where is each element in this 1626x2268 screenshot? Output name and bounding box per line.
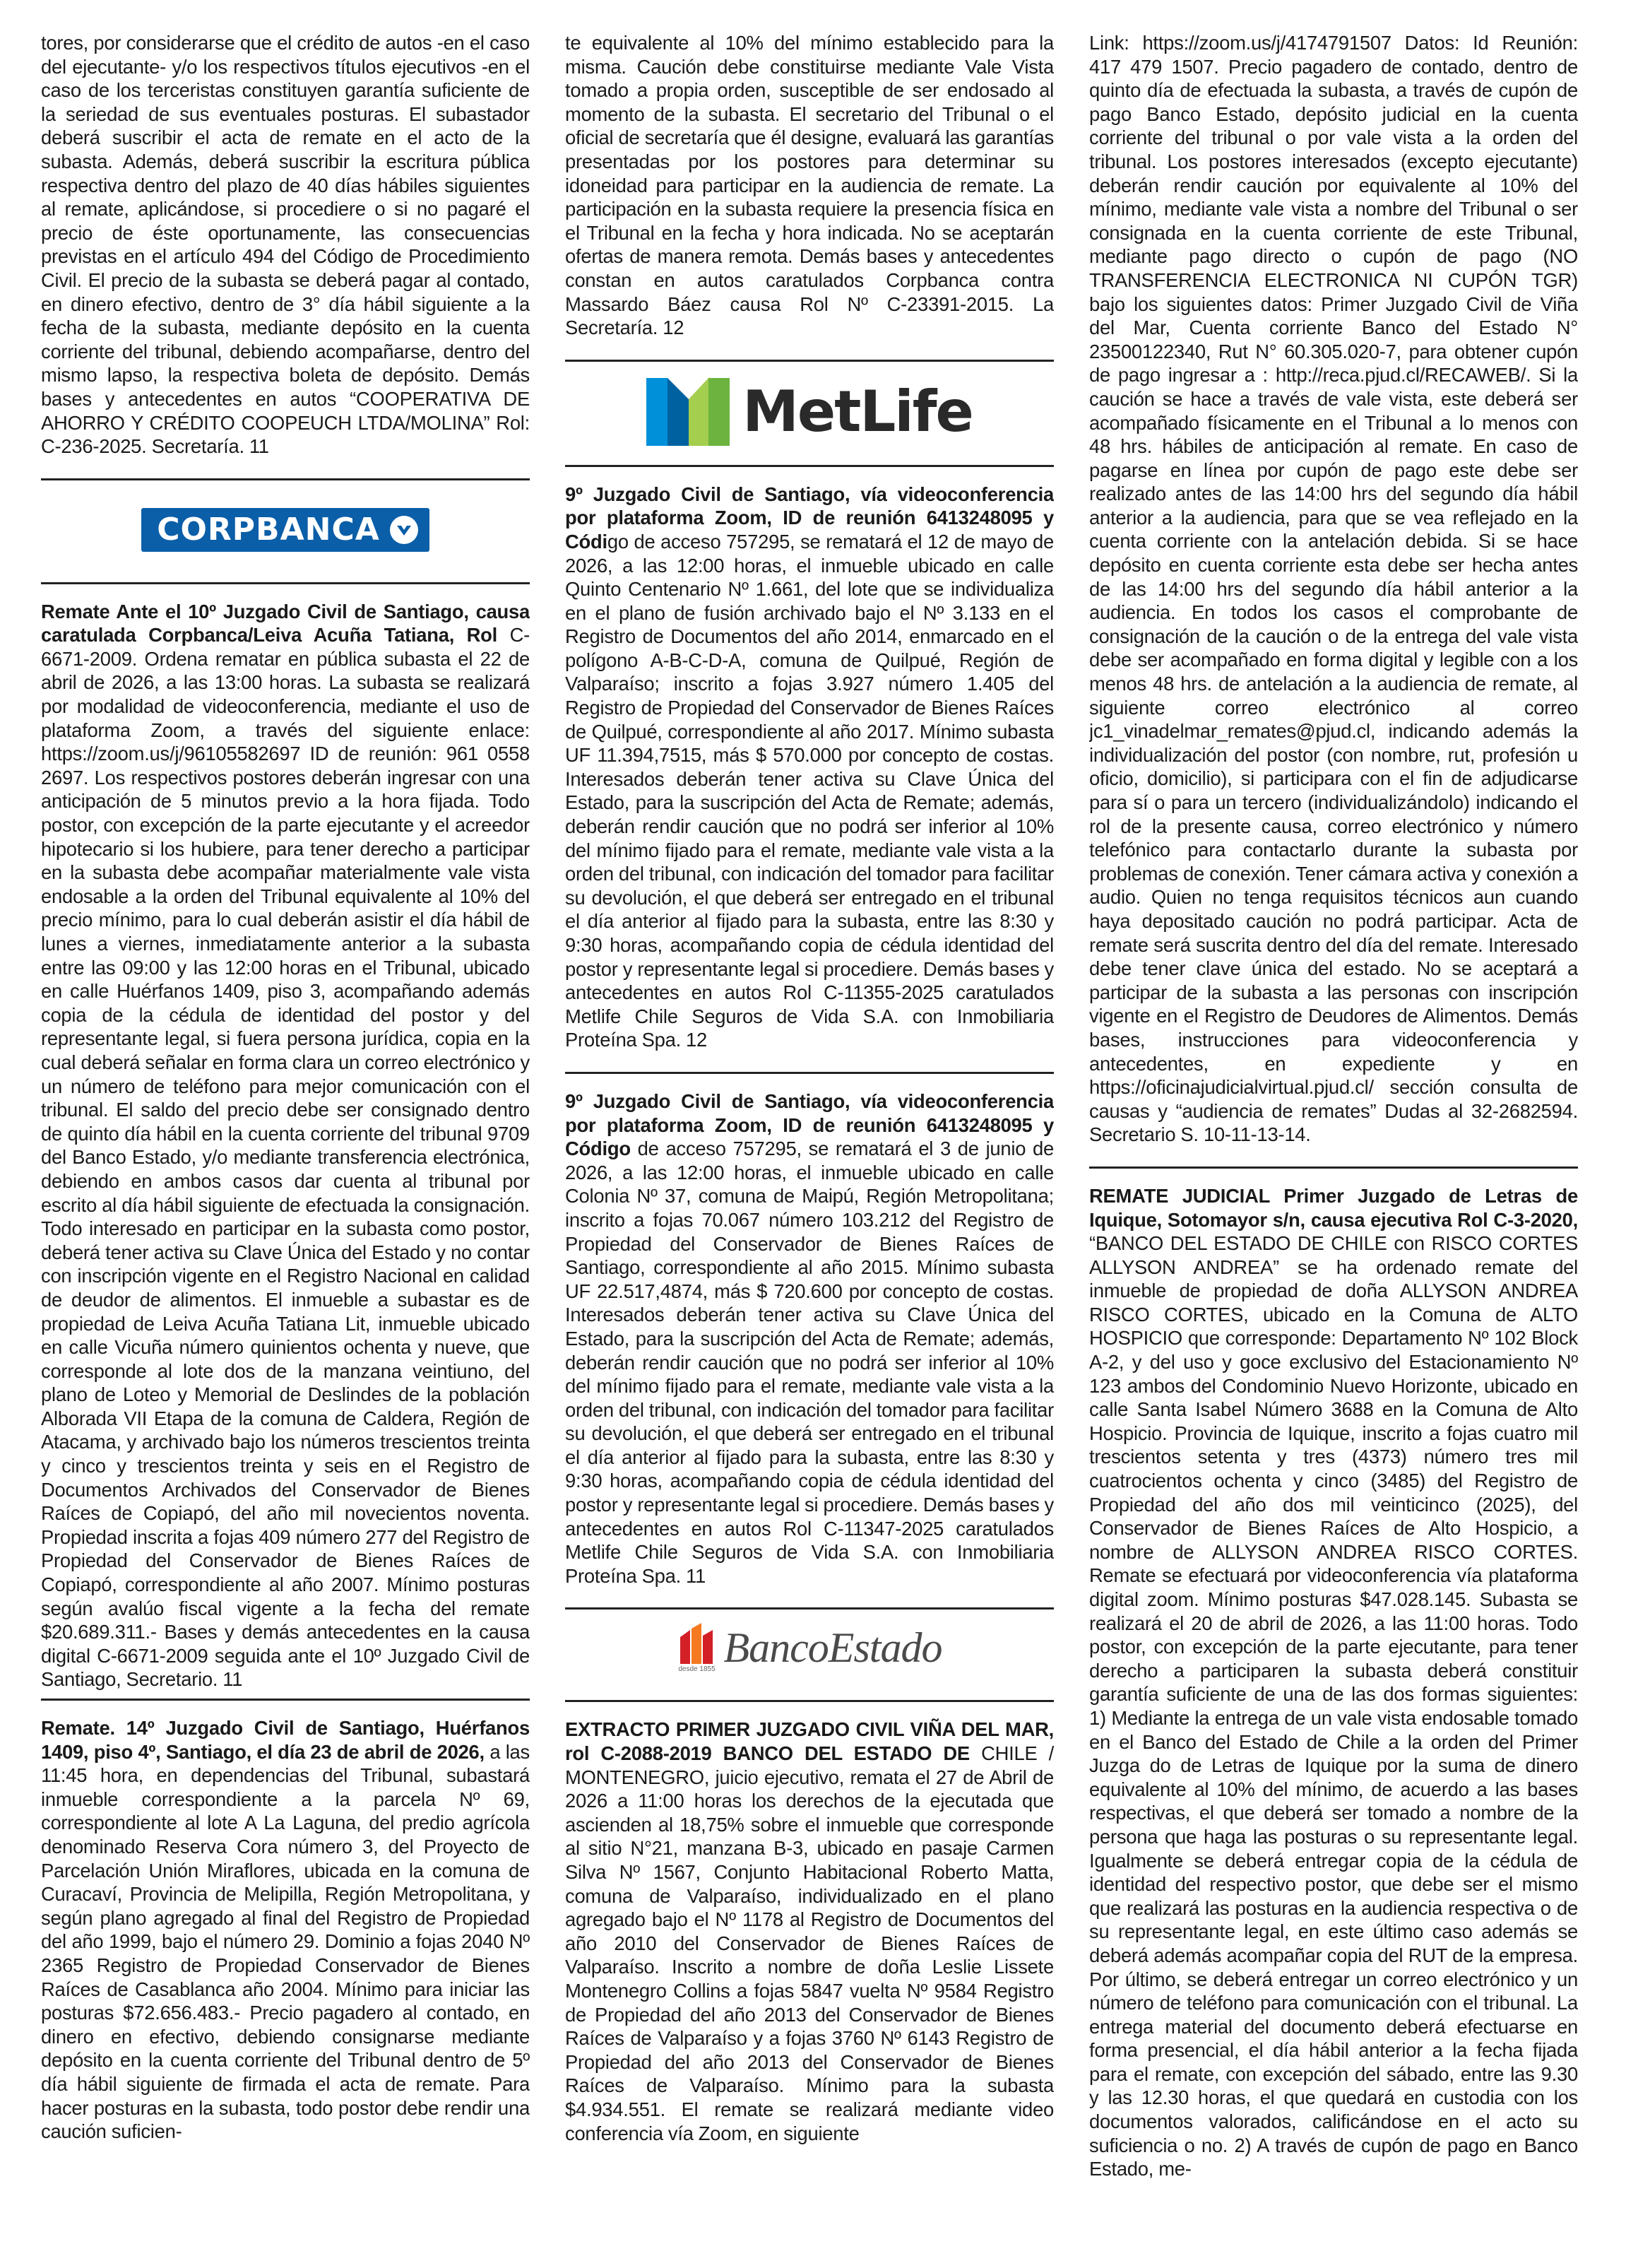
divider bbox=[1089, 1167, 1578, 1169]
bancoestado-mark-icon bbox=[677, 1623, 717, 1673]
notice-continued: Link: https://zoom.us/j/4174791507 Datos: Id Reunión: 417 479 1507. Precio pagadero de contado, dentro de quinto día de efectuada la subasta, a través de cupón de pago Banco Estado, depósito judicial en la cuenta corriente del tribunal o por vale vista a la orden del tribunal. Los postores interesados (excepto ejecutante) deberán rendir caución por equivalente al 10% del mínimo, mediante vale vista a nombre del Tribunal o ser consignada en la cuenta corriente de este Tribunal, mediante pago directo o cupón de pago (NO TRANSFERENCIA ELECTRONICA NI CUPÓN TGR) bajo los siguientes datos: Primer Juzgado Civil de Viña del Mar, Cuenta corriente Banco del Estado N° 23500122340, Rut N° 60.305.020-7, para obtener cupón de pago ingresar a : http://reca.pjud.cl/RECAWEB/. Si la caución se hace a través de vale vista, este deberá ser acompañado físicamente en el Tribunal a lo menos con 48 hrs. hábiles de anticipación al remate. En caso de pagarse en línea por cupón de pago este debe ser realizado antes de las 14:00 hrs del segundo día hábil anterior a la audiencia, para que se vea reflejado en la cuenta corriente con la antelación debida. Si se hace depósito en cuenta corriente esta debe ser hecha antes de las 14:00 hrs del segundo día hábil anterior a la audiencia. En todos los casos el comprobante de consignación de la caución o de la entrega del vale vista debe ser acompañado en forma digital y legible con a los menos 48 hrs. de antelación a la audiencia de remate, al siguiente correo electrónico al correo jc1_vinadelmar_remates@pjud.cl, indicando además la individualización del postor (con nombre, rut, profesión u oficio, domicilio), si participara con el fin de adjudicarse para sí o para un tercero (individualizándolo) indicando el rol de la presente causa, correo electrónico y número telefónico para contactarlo durante la subasta por problemas de conexión. Tener cámara activa y conexión a audio. Quien no tenga requisitos técnicos aun cuando haya depositado caución no podrá participar. Acta de remate será suscrita dentro del día del remate. Interesado debe tener clave única del estado. No se aceptará a participar de la subasta a las personas con inscripción vigente en el Registro de Deudores de Alimentos. Demás bases, instrucciones para videoconferencia y antecedentes, en expediente y en https://oficinajudicialvirtual.pjud.cl/ sección consulta de causas y “audiencia de remates” Dudas al 32-2682594. Secretario S. 10-11-13-14. bbox=[1089, 32, 1578, 1146]
bancoestado-logo bbox=[565, 1614, 1054, 1682]
divider bbox=[41, 1699, 530, 1701]
corpbanca-mark-icon bbox=[390, 516, 418, 544]
notice-9-juzgado-maipu: 9º Juzgado Civil de Santiago, vía videoconferencia por plataforma Zoom, ID de reunión 6413248095 y Código de acceso 757295, se rematará el 3 de junio de 2026, a las 12:00 horas, el inmueble ubicado en calle Colonia Nº 37, comuna de Maipú, Región Metropolitana; inscrito a fojas 70.067 número 103.212 del Registro de Propiedad del Conservador de Bienes Raíces de Santiago, correspondiente al año 2015. Mínimo subasta UF 22.517,4874, más $ 720.600 por concepto de costas. Interesados deberán tener activa su Clave Única del Estado, para la suscripción del Acta de Remate; además, deberán rendir caución que no podrá ser inferior al 10% del mínimo fijado para el remate, mediante vale vista a la orden del tribunal, con indicación del tomador para facilitar su devolución, el que deberá ser entregado en el tribunal el día anterior al fijado para la subasta, entre las 8:30 y 9:30 horas, acompañando copia de cédula identidad del postor y representante legal si procediere. Demás bases y antecedentes en autos Rol C-11347-2025 caratulados Metlife Chile Seguros de Vida S.A. con Inmobiliaria Proteína Spa. 11 bbox=[565, 1089, 1054, 1587]
notice-continued: tores, por considerarse que el crédito de autos -en el caso del ejecutante- y/o los respectivos títulos ejecutivos -en el caso de los terceristas constituyen garantía suficiente de la seriedad de sus eventuales posturas. El subastador deberá suscribir el acta de remate en el acto de la subasta. Además, deberá suscribir la escritura pública respectiva dentro del plazo de 40 días hábiles siguientes al remate, aplicándose, si procediere o si no pagaré el precio de éste oportunamente, las consecuencias previstas en el artículo 494 del Código de Procedimiento Civil. El precio de la subasta se deberá pagar al contado, en dinero efectivo, dentro de 3° día hábil siguiente a la fecha de la subasta, mediante depósito en la cuenta corriente del tribunal, debiendo acompañarse, dentro del mismo lapso, la respectiva boleta de depósito. Demás bases y antecedentes en autos “COOPERATIVA DE AHORRO Y CRÉDITO COOPEUCH LTDA/MOLINA” Rol: C-236-2025. Secretaría. 11 bbox=[41, 32, 530, 458]
notice-9-juzgado-quilpue: 9º Juzgado Civil de Santiago, vía videoconferencia por plataforma Zoom, ID de reunión 6413248095 y Código de acceso 757295, se rematará el 12 de mayo de 2026, a las 12:00 horas, el inmueble ubicado en calle Quinto Centenario Nº 1.661, del lote que se individualiza en el plano de fusión archivado bajo el Nº 3.133 en el Registro de Documentos del año 2014, enmarcado en el polígono A-B-C-D-A, comuna de Quilpué, Región de Valparaíso; inscrito a fojas 3.927 número 1.405 del Registro de Propiedad del Conservador de Bienes Raíces de Quilpué, correspondiente al año 2017. Mínimo subasta UF 11.394,7515, más $ 570.000 por concepto de costas. Interesados deberán tener activa su Clave Única del Estado, para la suscripción del Acta de Remate; además, deberán rendir caución que no podrá ser inferior al 10% del mínimo fijado para el remate, mediante vale vista a la orden del tribunal, con indicación del tomador para facilitar su devolución, el que deberá ser entregado en el tribunal el día anterior al fijado para la subasta, entre las 8:30 y 9:30 horas, acompañando copia de cédula identidad del postor y representante legal si procediere. Demás bases y antecedentes en autos Rol C-11355-2025 caratulados Metlife Chile Seguros de Vida S.A. con Inmobiliaria Proteína Spa. 12 bbox=[565, 483, 1054, 1051]
metlife-mark-icon bbox=[646, 378, 730, 446]
notice-extracto-vina-del-mar: EXTRACTO PRIMER JUZGADO CIVIL VIÑA DEL MAR, rol C-2088-2019 BANCO DEL ESTADO DE CHILE / MONTENEGRO, juicio ejecutivo, remata el 27 de Abril de 2026 a 11:00 horas los derechos de la ejecutada que ascienden al 18,75% sobre el inmueble que corresponde al sitio N°21, manzana B-3, ubicado en pasaje Carmen Silva Nº 1567, Conjunto Habitacional Roberto Matta, comuna de Valparaíso, individualizado en el plano agregado bajo el Nº 1178 al Registro de Documentos del año 2010 del Conservador de Bienes Raíces de Valparaíso. Inscrito a nombre de doña Leslie Lissete Montenegro Collins a fojas 5847 vuelta Nº 9584 Registro de Propiedad del año 2013 del Conservador de Bienes Raíces de Valparaíso y a fojas 3760 Nº 6143 Registro de Propiedad del año 2013 del Conservador de Bienes Raíces de Valparaíso. Mínimo para la subasta $4.934.551. El remate se realizará mediante video conferencia vía Zoom, en siguiente bbox=[565, 1718, 1054, 2144]
corpbanca-logo-text: CORPBANCA bbox=[157, 512, 380, 548]
column-1 bbox=[41, 31, 530, 2257]
notice-remate-judicial-iquique: REMATE JUDICIAL Primer Juzgado de Letras de Iquique, Sotomayor s/n, causa ejecutiva Rol C-3-2020, “BANCO DEL ESTADO DE CHILE con RISCO CORTES ALLYSON ANDREA” se ha ordenado remate del inmueble de propiedad de doña ALLYSON ANDREA RISCO CORTES, ubicado en la Comuna de ALTO HOSPICIO que corresponde: Departamento Nº 102 Block A-2, y del uso y goce exclusivo del Estacionamiento Nº 123 ambos del Condominio Nuevo Horizonte, ubicado en calle Santa Isabel Número 3688 en la Comuna de Alto Hospicio. Provincia de Iquique, inscrito a fojas cuatro mil trescientos setenta y tres (4373) número tres mil cuatrocientos ochenta y cinco (3485) del Registro de Propiedad del año dos mil veinticinco (2025), del Conservador de Bienes Raíces de Alto Hospicio, a nombre de ALLYSON ANDREA RISCO CORTES. Remate se efectuará por videoconferencia vía plataforma digital zoom. Mínimo posturas $47.028.145. Subasta se realizará el 20 de abril de 2026, a las 11:00 horas. Todo postor, con excepción de la parte ejecutante, para tener derecho a participaren la subasta deberá constituir garantía suficiente de una de las dos formas siguientes: 1) Mediante la entrega de un vale vista endosable tomado en el Banco del Estado de Chile a la orden del Primer Juzga do de Letras de Iquique por la suma de dinero equivalente al 10% del mínimo, de acuerdo a las bases respectivas, el que deberá ser tomado a nombre de la persona que haga las posturas o su representante legal. Igualmente se deberá entregar copia de la cédula de identidad del respectivo postor, que debe ser el mismo que realizará las posturas en la audiencia respectiva o de su representante legal, en este último caso además se deberá además acompañar copia del RUT de la empresa. Por último, se deberá entregar un correo electrónico y un número de teléfono para comunicación con el tribunal. La entrega material del documento deberá efectuarse en forma presencial, el día hábil anterior a la fecha fijada para el remate, con excepción del sábado, entre las 9.30 y las 12.30 horas, el que quedará en custodia con los documentos valorados, calificándose en el acto su suficiencia o no. 2) A través de cupón de pago en Banco Estado, me- bbox=[1089, 1184, 1578, 2180]
divider bbox=[565, 1607, 1054, 1610]
metlife-logo-text: MetLife bbox=[742, 379, 973, 445]
divider bbox=[565, 1072, 1054, 1074]
divider bbox=[565, 1700, 1054, 1702]
column-2 bbox=[565, 31, 1054, 2257]
bancoestado-logo-text: BancoEstado bbox=[723, 1624, 942, 1671]
corpbanca-logo bbox=[41, 496, 530, 564]
notice-remate-14-juzgado: Remate. 14º Juzgado Civil de Santiago, Huérfanos 1409, piso 4º, Santiago, el día 23 de abril de 2026, a las 11:45 hora, en dependencias del Tribunal, subastará inmueble correspondiente a la parcela Nº 69, correspondiente al lote A La Laguna, del predio agrícola denominado Reserva Cora número 3, del Proyecto de Parcelación Unión Miraflores, ubicada en la comuna de Curacaví, Provincia de Melipilla, Región Metropolitana, y según plano agregado al final del Registro de Propiedad del año 1999, bajo el número 29. Dominio a fojas 2040 Nº 2365 Registro de Propiedad Conservador de Bienes Raíces de Casablanca año 2004. Mínimo para iniciar las posturas $72.656.483.- Precio pagadero al contado, en dinero en efectivo, debiendo consignarse mediante depósito en la cuenta corriente del Tribunal dentro de 5º día hábil siguiente de firmada el acta de remate. Para hacer posturas en la subasta, todo postor debe rendir una caución suficien- bbox=[41, 1717, 530, 2143]
bancoestado-since: desde 1855 bbox=[678, 1665, 716, 1673]
column-3 bbox=[1089, 31, 1578, 2257]
divider bbox=[565, 465, 1054, 467]
metlife-logo bbox=[565, 366, 1054, 458]
divider bbox=[565, 360, 1054, 362]
notice-remate-10-juzgado: Remate Ante el 10º Juzgado Civil de Santiago, causa caratulada Corpbanca/Leiva Acuña Tatiana, Rol C-6671-2009. Ordena rematar en pública subasta el 22 de abril de 2026, a las 13:00 horas. La subasta se realizará por modalidad de videoconferencia, mediante el uso de plataforma Zoom, a través del siguiente enlace: https://zoom.us/j/96105582697 ID de reunión: 961 0558 2697. Los respectivos postores deberán ingresar con una anticipación de 5 minutos previo a la hora fijada. Todo postor, con excepción de la parte ejecutante y el acreedor hipotecario si los hubiere, para tener derecho a participar en la subasta debe acompañar materialmente vale vista endosable a la orden del Tribunal equivalente al 10% del precio mínimo, para lo cual deberán asistir el día hábil de lunes a viernes, inmediatamente anterior a la subasta entre las 09:00 y las 12:00 horas en el Tribunal, ubicado en calle Huérfanos 1409, piso 3, acompañando además copia de la cédula de identidad del postor y del representante legal, si fuera persona jurídica, copia en la cual deberá señalar en forma clara un correo electrónico y un número de teléfono para mejor comunicación con el tribunal. El saldo del precio debe ser consignado dentro de quinto día hábil en la cuenta corriente del tribunal 9709 del Banco Estado, y/o mediante transferencia electrónica, debiendo en ambos casos dar cuenta al tribunal por escrito al día hábil siguiente de efectuada la consignación. Todo interesado en participar en la subasta como postor, deberá tener activa su Clave Única del Estado y no contar con inscripción vigente en el Registro Nacional en calidad de deudor de alimentos. El inmueble a subastar es de propiedad de Leiva Acuña Tatiana Lit, inmueble ubicado en calle Vicuña número quinientos ochenta y nueve, que corresponde al lote dos de la manzana veintiuno, del plano de Loteo y Memorial de Deslindes de la población Alborada VII Etapa de la comuna de Caldera, Región de Atacama, y archivado bajo los números trescientos treinta y cinco y trescientos treinta y seis en el Registro de Documentos Archivados del Conservador de Bienes Raíces de Copiapó, del año mil novecientos noventa. Propiedad inscrita a fojas 409 número 277 del Registro de Propiedad del Conservador de Bienes Raíces de Copiapó, correspondiente al año 2007. Mínimo posturas según avalúo fiscal vigente a la fecha del remate $20.689.311.- Bases y demás antecedentes en la causa digital C-6671-2009 seguida ante el 10º Juzgado Civil de Santiago, Secretario. 11 bbox=[41, 600, 530, 1691]
notice-continued: te equivalente al 10% del mínimo establecido para la misma. Caución debe constituirse mediante Vale Vista tomado a propia orden, susceptible de ser endosado al momento de la subasta. El secretario del Tribunal o el oficial de secretaría que él designe, evaluará las garantías presentadas por los postores para determinar su idoneidad para participar en la audiencia de remate. La participación en la subasta requiere la presencia física en el Tribunal en la fecha y hora indicada. No se aceptarán ofertas de manera remota. Demás bases y antecedentes constan en autos caratulados Corpbanca contra Massardo Báez causa Rol Nº C-23391-2015. La Secretaría. 12 bbox=[565, 32, 1054, 339]
divider bbox=[41, 478, 530, 480]
divider bbox=[41, 582, 530, 584]
